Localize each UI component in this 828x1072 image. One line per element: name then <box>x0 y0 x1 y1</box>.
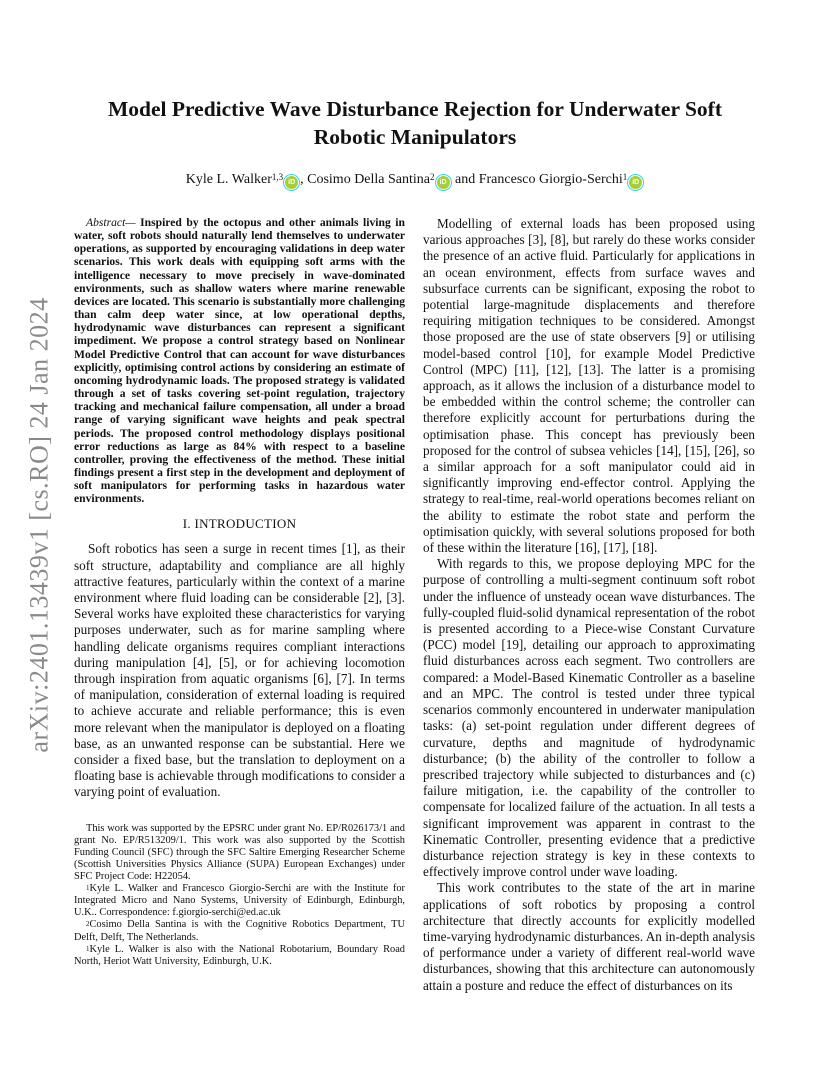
footnote-text: Kyle L. Walker is also with the National Robotarium, Boundary Road North, Heriot Watt University, Edinburgh, U.K. <box>74 943 405 967</box>
footnote-mark: 1 <box>86 884 90 893</box>
author-separator: and <box>451 172 479 187</box>
orcid-icon[interactable]: iD <box>629 176 642 189</box>
abstract <box>74 216 405 505</box>
right-column <box>423 216 755 994</box>
orcid-icon[interactable]: iD <box>437 176 450 189</box>
footnote-mark: 2 <box>86 920 90 929</box>
author-line <box>80 170 750 190</box>
abstract-dash: — <box>125 216 141 229</box>
arxiv-identifier-stamp <box>22 290 58 760</box>
footnotes <box>74 823 405 968</box>
affiliation-footnote <box>74 883 405 919</box>
author-separator: , <box>300 172 308 187</box>
funding-footnote: This work was supported by the EPSRC under grant No. EP/R026173/1 and grant No. EP/R513209/1. This work was also supported by the Scottish Funding Council (SFC) through the SFC Saltire Emerging Researcher Scheme (Scottish Universities Physics Alliance (SUPA) European Exchanges) under SFC Project Code: H22054. <box>74 822 405 883</box>
affiliation-mark: 1,3 <box>271 172 284 182</box>
affiliation-mark: 2 <box>430 172 435 182</box>
paper-title: Model Predictive Wave Disturbance Rejection for Underwater Soft Robotic Manipulators <box>107 97 723 149</box>
footnote-mark: 1 <box>86 944 90 953</box>
body-paragraph: This work contributes to the state of the art in marine applications of soft robotics by proposing a control architecture that directly accounts for explicitly modelled time-varying hydrodynamic disturbances. An in-depth analysis of performance under a variety of different real-world wave disturbances, showing that this architecture can autonomously attain a posture and reduce the effect of disturbances on its <box>423 880 755 993</box>
author-name: Kyle L. Walker <box>185 172 272 187</box>
arxiv-id-text: arXiv:2401.13439v1 [cs.RO] 24 Jan 2024 <box>25 297 54 753</box>
abstract-text: Inspired by the octopus and other animals living in water, soft robots should naturally lend themselves to underwater operations, as supported by encouraging validations in deep water scenarios. This work deals with equipping soft arms with the intelligence necessary to move precisely in wave-dominated environments, such as shallow waters where marine renewable devices are located. This scenario is substantially more challenging than calm deep water since, at low operational depths, hydrodynamic wave disturbances can represent a significant impediment. We propose a control strategy based on Nonlinear Model Predictive Control that can account for wave disturbances explicitly, optimising control actions by considering an estimate of oncoming hydrodynamic loads. The proposed strategy is validated through a set of tasks covering set-point regulation, trajectory tracking and mechanical failure compensation, all under a broad range of varying significant wave heights and peak spectral periods. The proposed control methodology displays positional error reductions as large as 84% with respect to a baseline controller, proving the effectiveness of the method. These initial findings present a first step in the development and deployment of soft manipulators for performing tasks in hazardous water environments. <box>74 216 405 506</box>
author-name: Francesco Giorgio-Serchi <box>478 172 623 187</box>
affiliation-footnote <box>74 944 405 968</box>
body-paragraph: Modelling of external loads has been proposed using various approaches [3], [8], but rarely do these works consider the presence of an active fluid. Particularly for applications in an ocean environment, effects from surface waves and subsurface currents can be significant, exposing the robot to potential large-magnitude displacements and therefore requiring mitigation techniques to be considered. Amongst those proposed are the use of state observers [9] or utilising model-based control [10], for example Model Predictive Control (MPC) [11], [12], [13]. The latter is a promising approach, as it allows the inclusion of a disturbance model to be embedded within the control scheme; the controller can therefore explicitly account for perturbations during the optimisation phase. This concept has previously been proposed for the control of subsea vehicles [14], [15], [26], so a similar approach for a soft manipulator could aid in significantly improving end-effector control. Applying the strategy to real-time, real-world operations becomes reliant on the ability to estimate the robot state and perform the optimisation quickly, with several solutions proposed for both of these within the literature [16], [17], [18]. <box>423 216 755 556</box>
footnote-text: Cosimo Della Santina is with the Cognitive Robotics Department, TU Delft, Delft, The Netherlands. <box>74 919 405 943</box>
left-column <box>74 216 405 968</box>
affiliation-footnote <box>74 919 405 943</box>
orcid-icon[interactable]: iD <box>285 176 298 189</box>
section-heading-introduction: I. INTRODUCTION <box>182 516 297 532</box>
abstract-label: Abstract <box>86 216 126 229</box>
author-name: Cosimo Della Santina <box>307 172 431 187</box>
body-paragraph: Soft robotics has seen a surge in recent times [1], as their soft structure, adaptability and compliance are all highly attractive features, particularly within the context of a marine environment where fluid loading can be considerable [2], [3]. Several works have exploited these characteristics for varying purposes underwater, such as for marine sampling where handling delicate organisms requires compliant interactions during manipulation [4], [5], or for achieving locomotion through inspiration from aquatic organisms [6], [7]. In terms of manipulation, consideration of external loading is required to achieve accurate and reliable performance; this is even more relevant when the manipulator is deployed on a floating base, as an unwanted response can be substantial. Here we consider a fixed base, but the translation to deployment on a floating base is achievable through modifications to consider a varying point of evaluation. <box>74 541 405 800</box>
body-paragraph: With regards to this, we propose deploying MPC for the purpose of controlling a multi-segment continuum soft robot under the influence of unsteady ocean wave disturbances. The fully-coupled fluid-solid dynamical representation of the robot is presented according to a Piece-wise Constant Curvature (PCC) model [19], detailing our approach to approximating fluid disturbances across each segment. Two controllers are compared: a Model-Based Kinematic Controller as a baseline and an MPC. The control is tested under three typical scenarios commonly encountered in underwater manipulation tasks: (a) set-point regulation under different degrees of curvature, depths and magnitude of hydrodynamic disturbance; (b) the ability of the controller to follow a prescribed trajectory while subjected to disturbances and (c) failure mitigation, i.e. the capability of the controller to compensate for localized failure of the actuation. In all tests a significant improvement was apparent in contrast to the Kinematic Controller, presenting evidence that a predictive disturbance rejection strategy is key in these contexts to effectively improve control under wave loading. <box>423 556 755 880</box>
affiliation-mark: 1 <box>622 172 628 182</box>
footnote-text: Kyle L. Walker and Francesco Giorgio-Serchi are with the Institute for Integrated Micro and Nano Systems, University of Edinburgh, Edinburgh, U.K.. Correspondence: f.giorgio-serchi@ed.ac.uk <box>74 883 405 919</box>
